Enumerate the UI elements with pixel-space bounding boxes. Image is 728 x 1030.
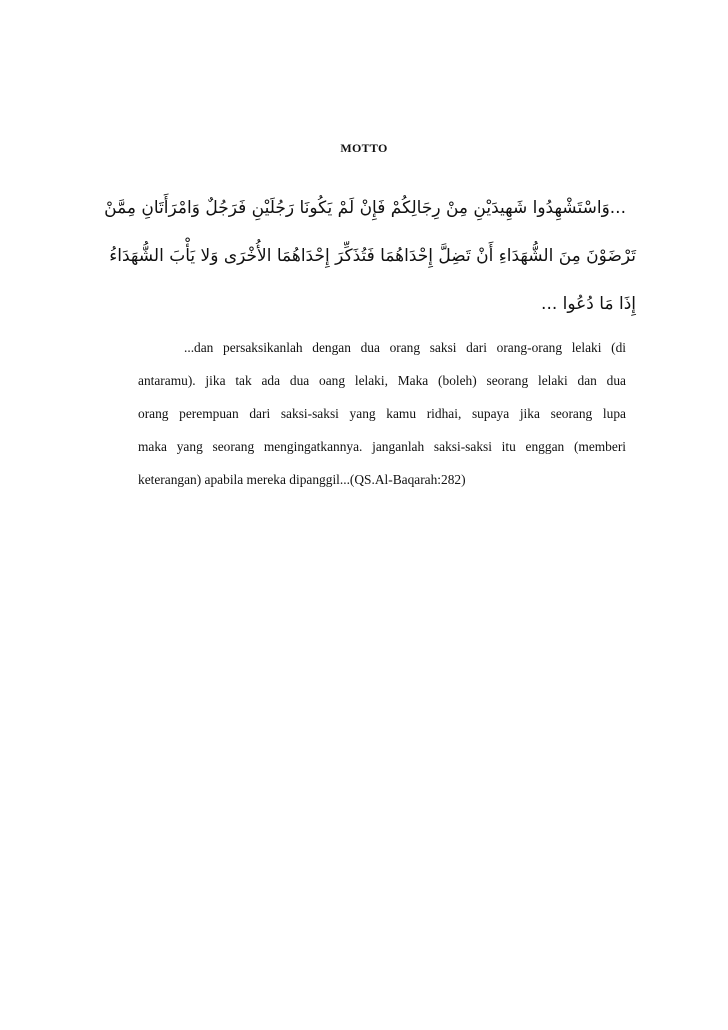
page-title: MOTTO xyxy=(340,141,388,155)
arabic-line-2: تَرْضَوْنَ مِنَ الشُّهَدَاءِ أَنْ تَضِلَّ إِحْدَاهُمَا فَتُذَكِّرَ إِحْدَاهُمَا الأُخْرَى وَلا يَأْبَ الشُّهَدَاءُ xyxy=(109,246,636,266)
translation-line-5: keterangan) apabila mereka dipanggil...(QS.Al-Baqarah:282) xyxy=(138,472,466,487)
translation-line-2: antaramu). jika tak ada dua oang lelaki, Maka (boleh) seorang lelaki dan dua xyxy=(138,373,626,388)
translation-line-1: ...dan persaksikanlah dengan dua orang saksi dari orang-orang lelaki (di xyxy=(184,340,626,355)
translation-line-3: orang perempuan dari saksi-saksi yang kamu ridhai, supaya jika seorang lupa xyxy=(138,406,626,421)
arabic-line-1: ...وَاسْتَشْهِدُوا شَهِيدَيْنِ مِنْ رِجَالِكُمْ فَإِنْ لَمْ يَكُونَا رَجُلَيْنِ فَرَجُلٌ وَامْرَأَتَانِ مِمَّنْ xyxy=(104,198,626,218)
translation-line-4: maka yang seorang mengingatkannya. janganlah saksi-saksi itu enggan (memberi xyxy=(138,439,626,454)
arabic-line-3: إِذَا مَا دُعُوا ... xyxy=(541,294,636,314)
